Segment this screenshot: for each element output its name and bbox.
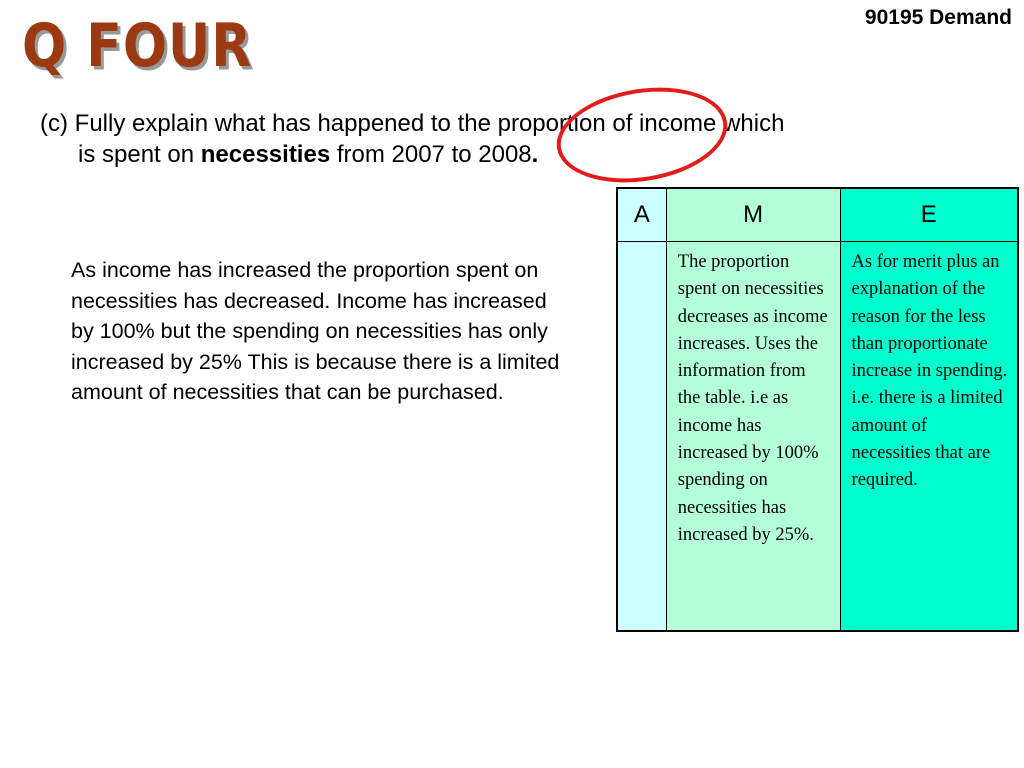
marking-table xyxy=(616,187,1019,632)
question-line-2 xyxy=(40,139,940,170)
header-excellence: E xyxy=(840,188,1018,242)
criteria-row xyxy=(617,242,1018,632)
achieved-cell xyxy=(617,242,666,632)
red-circle-annotation xyxy=(550,76,734,194)
excellence-text: As for merit plus an explanation of the reason for the less than proportionate increase in spending. i.e. there is a limited amount of necessities that are required. xyxy=(851,252,1008,491)
question-line-2-start: is spent on xyxy=(78,141,201,168)
header-row xyxy=(617,188,1018,242)
header-merit: M xyxy=(666,188,840,242)
question-text xyxy=(40,108,940,170)
question-line-1: (c) Fully explain what has happened to the proportion of income which xyxy=(40,110,785,137)
question-keyword: necessities xyxy=(200,141,331,168)
excellence-cell xyxy=(840,242,1018,632)
question-line-2-end: from 2007 to 2008 xyxy=(330,141,532,168)
standard-code: 90195 Demand xyxy=(864,6,1012,29)
merit-text: The proportion spent on necessities decreases as income increases. Uses the information from the table. i.e as income has increased by 100% spending on necessities has increased by 25%. xyxy=(677,252,828,545)
slide-title: Q FOUR xyxy=(22,12,253,81)
answer-text: As income has increased the proportion spent on necessities has decreased. Income has increased by 100% but the spending on necessities has only increased by 25% This is because there is a limited amount of necessities that can be purchased. xyxy=(71,258,560,404)
merit-cell xyxy=(666,242,840,632)
question-period: . xyxy=(531,141,539,168)
achieved-text xyxy=(619,243,665,255)
header-achieved: A xyxy=(617,188,666,242)
